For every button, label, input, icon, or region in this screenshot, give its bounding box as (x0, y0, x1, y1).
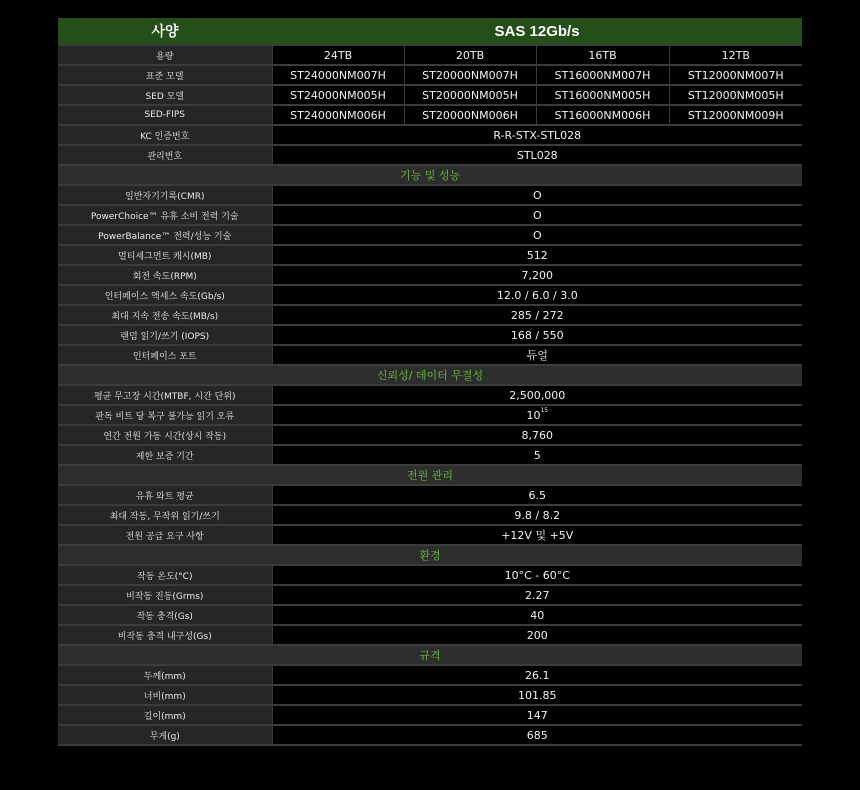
capacity-row (58, 45, 802, 65)
model-cell: ST12000NM009H (669, 105, 802, 125)
row-value (272, 245, 802, 265)
row-label: 유휴 와트 평균 (58, 485, 272, 505)
spec-row (58, 725, 802, 745)
row-label: 무게(g) (58, 725, 272, 745)
model-cell: ST12000NM007H (669, 65, 802, 85)
row-label: KC 인증번호 (58, 125, 272, 145)
value-text: 10°C - 60°C (504, 568, 570, 582)
model-cell: ST20000NM005H (404, 85, 536, 105)
spec-row (58, 665, 802, 685)
spec-row (58, 705, 802, 725)
value-text: 285 / 272 (510, 308, 564, 322)
value-text: 듀얼 (526, 349, 548, 362)
row-label: 관리번호 (58, 145, 272, 165)
row-value (272, 505, 802, 525)
row-label: 연간 전원 가동 시간(상시 작동) (58, 425, 272, 445)
spec-row (58, 265, 802, 285)
row-label: 회전 속도(RPM) (58, 265, 272, 285)
row-value (272, 185, 802, 205)
row-label: 비작동 진동(Grms) (58, 585, 272, 605)
model-cell: ST12000NM005H (669, 85, 802, 105)
model-cell: ST24000NM007H (272, 65, 404, 85)
table-header (58, 18, 802, 45)
spec-row (58, 685, 802, 705)
row-value (272, 625, 802, 645)
value-text: 200 (526, 628, 548, 642)
model-cell: ST16000NM005H (536, 85, 669, 105)
value-text: 2.27 (525, 588, 550, 602)
row-label: 일반자기기록(CMR) (58, 185, 272, 205)
row-label: 전원 공급 요구 사항 (58, 525, 272, 545)
row-value (272, 285, 802, 305)
row-label: 평균 무고장 시간(MTBF, 시간 단위) (58, 385, 272, 405)
row-label: SED-FIPS (58, 105, 272, 125)
row-value (272, 385, 802, 405)
spec-row (58, 325, 802, 345)
value-text: O (532, 208, 542, 222)
row-value (272, 445, 802, 465)
section-title: 전원 관리 (58, 465, 802, 485)
spec-row (58, 505, 802, 525)
spec-row (58, 485, 802, 505)
spec-body (58, 45, 802, 745)
value-text: 6.5 (528, 488, 547, 502)
spec-row (58, 305, 802, 325)
row-value (272, 225, 802, 245)
row-label: 판독 비트 당 복구 불가능 읽기 오류 (58, 405, 272, 425)
row-value (272, 425, 802, 445)
value-text: 168 / 550 (510, 328, 564, 342)
management-number-value: STL028 (272, 145, 802, 165)
spec-row (58, 225, 802, 245)
spec-row (58, 385, 802, 405)
spec-header-label: 사양 (58, 18, 272, 45)
row-label: 작동 충격(Gs) (58, 605, 272, 625)
interface-header: SAS 12Gb/s (272, 18, 802, 45)
row-value (272, 525, 802, 545)
value-text: 7,200 (521, 268, 554, 282)
model-cell: ST20000NM007H (404, 65, 536, 85)
value-text: 685 (526, 728, 548, 742)
spec-row (58, 245, 802, 265)
model-cell: ST20000NM006H (404, 105, 536, 125)
value-text: 26.1 (525, 668, 550, 682)
spec-row (58, 345, 802, 365)
spec-row (58, 285, 802, 305)
spec-row (58, 565, 802, 585)
row-label: SED 모델 (58, 85, 272, 105)
value-text: 101.85 (518, 688, 557, 702)
row-value (272, 665, 802, 685)
value-text: 9.8 / 8.2 (514, 508, 561, 522)
row-label: 랜덤 읽기/쓰기 (IOPS) (58, 325, 272, 345)
section-title: 환경 (58, 545, 802, 565)
row-value (272, 585, 802, 605)
row-label: 최대 작동, 무작위 읽기/쓰기 (58, 505, 272, 525)
kc-cert-value: R-R-STX-STL028 (272, 125, 802, 145)
value-text: O (532, 188, 542, 202)
section-header (58, 645, 802, 665)
value-text: 2,500,000 (509, 388, 566, 402)
spec-row (58, 205, 802, 225)
row-label: 두께(mm) (58, 665, 272, 685)
row-label: 표준 모델 (58, 65, 272, 85)
spec-row (58, 625, 802, 645)
section-title: 규격 (58, 645, 802, 665)
model-cell: ST16000NM007H (536, 65, 669, 85)
row-label: 비작동 충격 내구성(Gs) (58, 625, 272, 645)
row-label: 너비(mm) (58, 685, 272, 705)
spec-row (58, 605, 802, 625)
row-label: PowerChoice™ 유휴 소비 전력 기술 (58, 205, 272, 225)
row-value (272, 205, 802, 225)
capacity-cell: 24TB (272, 45, 404, 65)
spec-row (58, 445, 802, 465)
value-text: 12.0 / 6.0 / 3.0 (496, 288, 578, 302)
spec-row (58, 185, 802, 205)
row-value (272, 265, 802, 285)
model-row (58, 85, 802, 105)
spec-row (58, 405, 802, 425)
exponent: 15 (540, 406, 549, 414)
value-text: 147 (526, 708, 548, 722)
section-header (58, 165, 802, 185)
row-label: 최대 지속 전송 속도(MB/s) (58, 305, 272, 325)
row-value (272, 405, 802, 425)
model-cell: ST16000NM006H (536, 105, 669, 125)
value-text: 40 (530, 608, 545, 622)
model-row (58, 105, 802, 125)
row-label: 제한 보증 기간 (58, 445, 272, 465)
row-value (272, 485, 802, 505)
row-value (272, 725, 802, 745)
value-text: +12V 및 +5V (501, 529, 574, 542)
capacity-cell: 20TB (404, 45, 536, 65)
row-value (272, 605, 802, 625)
spec-row (58, 585, 802, 605)
management-number-row (58, 145, 802, 165)
row-value (272, 305, 802, 325)
value-text: 10 (526, 408, 541, 422)
section-header (58, 365, 802, 385)
row-label: 용량 (58, 45, 272, 65)
row-label: 멀티세그먼트 캐시(MB) (58, 245, 272, 265)
model-cell: ST24000NM005H (272, 85, 404, 105)
capacity-cell: 16TB (536, 45, 669, 65)
model-row (58, 65, 802, 85)
value-text: 8,760 (521, 428, 554, 442)
model-cell: ST24000NM006H (272, 105, 404, 125)
row-label: 작동 온도(°C) (58, 565, 272, 585)
row-value (272, 685, 802, 705)
spec-row (58, 525, 802, 545)
row-label: 인터페이스 포트 (58, 345, 272, 365)
value-text: 512 (526, 248, 548, 262)
row-value (272, 565, 802, 585)
capacity-cell: 12TB (669, 45, 802, 65)
section-header (58, 545, 802, 565)
row-label: 길이(mm) (58, 705, 272, 725)
section-title: 기능 및 성능 (58, 165, 802, 185)
row-value (272, 325, 802, 345)
value-text: 5 (533, 448, 541, 462)
row-label: PowerBalance™ 전력/성능 기술 (58, 225, 272, 245)
section-title: 신뢰성/ 데이터 무결성 (58, 365, 802, 385)
row-value (272, 345, 802, 365)
section-header (58, 465, 802, 485)
value-text: O (532, 228, 542, 242)
spec-row (58, 425, 802, 445)
kc-cert-row (58, 125, 802, 145)
row-value (272, 705, 802, 725)
row-label: 인터페이스 액세스 속도(Gb/s) (58, 285, 272, 305)
spec-table (58, 18, 802, 746)
